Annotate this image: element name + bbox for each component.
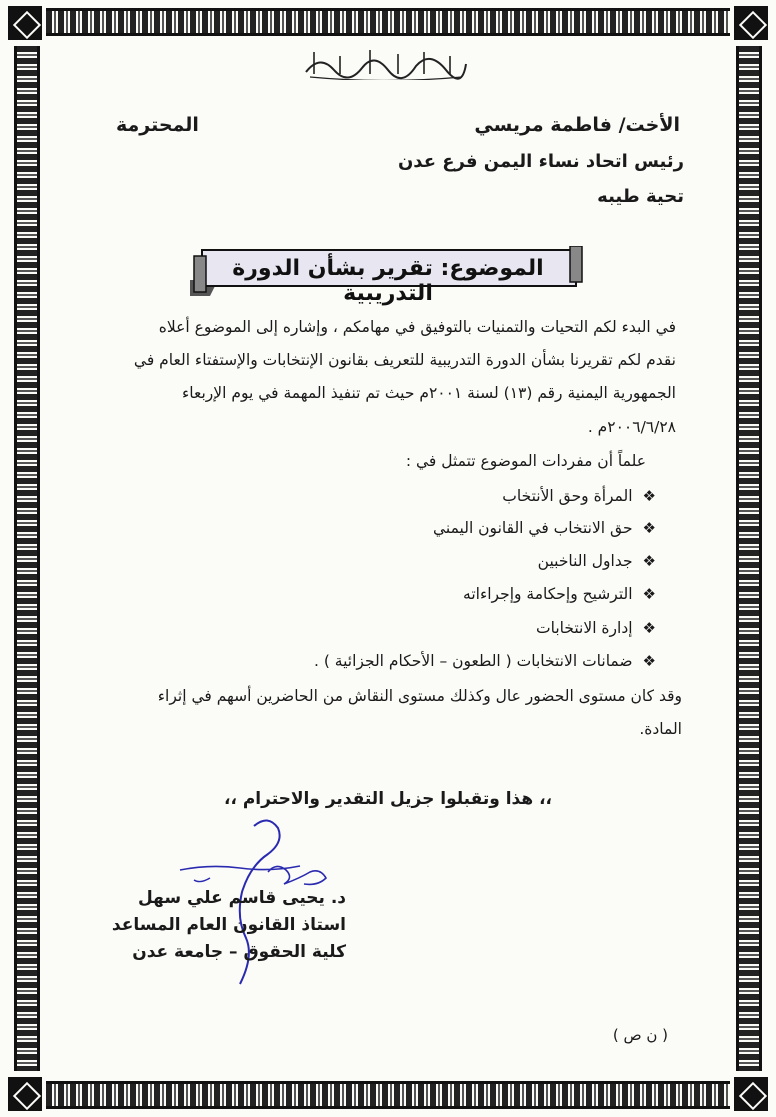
conclusion-line: وقد كان مستوى الحضور عال وكذلك مستوى النقاش من الحاضرين أسهم في إثراء	[157, 687, 682, 705]
list-item	[314, 652, 656, 670]
diamond-bullet-icon: ❖	[642, 652, 656, 670]
corner-ornament	[8, 1077, 42, 1111]
list-item-text: المرأة وحق الأنتخاب	[502, 487, 633, 505]
corner-ornament	[734, 6, 768, 40]
diamond-bullet-icon: ❖	[642, 552, 656, 570]
body-line: نقدم لكم تقريرنا بشأن الدورة التدريبية للتعريف بقانون الإنتخابات والإستفتاء العام في	[133, 351, 676, 369]
body-line: علماً أن مفردات الموضوع تتمثل في :	[405, 452, 646, 470]
diamond-bullet-icon: ❖	[642, 619, 656, 637]
list-item	[538, 552, 656, 570]
list-item	[463, 585, 656, 603]
diamond-bullet-icon: ❖	[642, 519, 656, 537]
closing-line: ،، هذا وتقبلوا جزيل التقدير والاحترام ،،	[224, 789, 552, 809]
corner-ornament	[734, 1077, 768, 1111]
body-line: ٢٠٠٦/٦/٢٨م .	[587, 418, 676, 436]
signatory-name: د. يحيى قاسم علي سهل	[137, 888, 346, 908]
signatory-title: استاذ القانون العام المساعد	[111, 915, 346, 935]
recipient-honorific: المحترمة	[116, 114, 199, 136]
list-item-text: جداول الناخبين	[537, 552, 633, 570]
list-item-text: ضمانات الانتخابات ( الطعون – الأحكام الجزائية ) .	[313, 652, 633, 670]
recipient-position: رئيس اتحاد نساء اليمن فرع عدن	[397, 151, 684, 172]
border-bottom	[46, 1081, 730, 1109]
reference-initials: ( ن ص )	[612, 1026, 668, 1044]
recipient-name: الأخت/ فاطمة مريسي	[474, 114, 680, 136]
border-top	[46, 8, 730, 36]
diamond-bullet-icon: ❖	[642, 487, 656, 505]
subject-title: الموضوع: تقرير بشأن الدورة التدريبية	[232, 256, 544, 306]
list-item	[536, 619, 656, 637]
list-item-text: حق الانتخاب في القانون اليمني	[432, 519, 633, 537]
list-item-text: إدارة الانتخابات	[536, 619, 633, 637]
basmala-calligraphy	[300, 44, 470, 80]
list-item	[502, 487, 656, 505]
diamond-bullet-icon: ❖	[642, 585, 656, 603]
corner-ornament	[8, 6, 42, 40]
border-right	[736, 46, 762, 1071]
signatory-department: كلية الحقوق – جامعة عدن	[132, 942, 346, 962]
body-line: في البدء لكم التحيات والتمنيات بالتوفيق في مهامكم ، وإشاره إلى الموضوع أعلاه	[158, 318, 676, 336]
border-left	[14, 46, 40, 1071]
greeting: تحية طيبه	[597, 186, 684, 207]
body-line: الجمهورية اليمنية رقم (١٣) لسنة ٢٠٠١م حيث تم تنفيذ المهمة في يوم الإربعاء	[182, 384, 676, 402]
list-item	[433, 519, 656, 537]
conclusion-line: المادة.	[639, 720, 682, 738]
list-item-text: الترشيح وإحكامة وإجراءاته	[463, 585, 633, 603]
